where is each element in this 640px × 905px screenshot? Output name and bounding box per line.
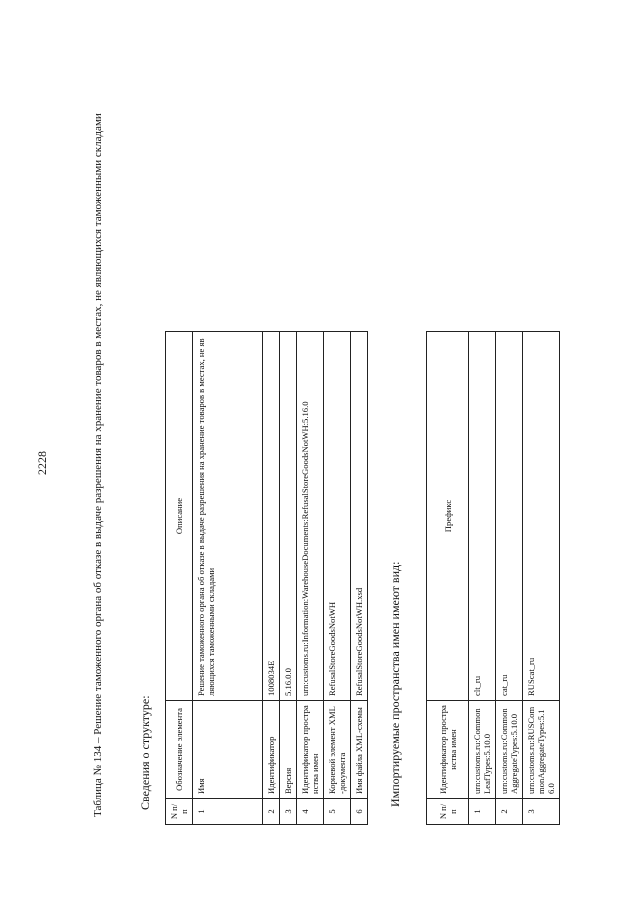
element-description: Решение таможенного органа об отказе в выдаче разрешения на хранение товаров в местах, не являющихся таможенными складами [193, 332, 263, 701]
table-row [280, 332, 297, 825]
structure-heading: Сведения о структуре: [138, 695, 152, 810]
row-number: 2 [496, 799, 523, 825]
table-header-row [166, 332, 193, 825]
namespaces-heading: Импортируемые пространства имен имеют вид: [388, 561, 402, 807]
namespace-id: urn:customs.ru:CommonAggregateTypes:5.10.0 [496, 701, 523, 799]
element-description: 5.16.0.0 [280, 332, 297, 701]
header-cell: N п/п [427, 799, 469, 825]
table-row [469, 332, 496, 825]
element-name: Корневой элемент XML-документа [324, 701, 351, 799]
row-number: 5 [324, 799, 351, 825]
row-number: 4 [297, 799, 324, 825]
row-number: 1 [193, 799, 263, 825]
table-row [496, 332, 523, 825]
table-row [263, 332, 280, 825]
element-name: Версия [280, 701, 297, 799]
row-number: 2 [263, 799, 280, 825]
header-cell: Префикс [427, 332, 469, 701]
row-number: 3 [523, 799, 560, 825]
namespace-prefix: RUScat_ru [523, 332, 560, 701]
table-header-row [427, 332, 469, 825]
table-row [193, 332, 263, 825]
table-title: Таблица № 134 – Решение таможенного органа об отказе в выдаче разрешения на хранение товаров в местах, не являющихся таможенными складами [92, 113, 104, 817]
namespace-id: urn:customs.ru:RUSCommonAggregateTypes:5.16.0 [523, 701, 560, 799]
row-number: 3 [280, 799, 297, 825]
table-row [324, 332, 351, 825]
row-number: 1 [469, 799, 496, 825]
table-row [297, 332, 324, 825]
header-cell: Описание [166, 332, 193, 701]
element-name: Имя файла XML-схемы [351, 701, 368, 799]
header-cell: Идентификатор пространства имен [427, 701, 469, 799]
namespace-prefix: clt_ru [469, 332, 496, 701]
namespace-prefix: cat_ru [496, 332, 523, 701]
header-cell: N п/п [166, 799, 193, 825]
namespaces-table [426, 331, 560, 825]
element-description: 1008034E [263, 332, 280, 701]
element-description: urn:customs.ru:Information:WarehouseDocuments:RefusalStoreGoodsNotWH:5.16.0 [297, 332, 324, 701]
element-name: Имя [193, 701, 263, 799]
table-row [523, 332, 560, 825]
element-description: RefusalStoreGoodsNotWH.xsd [351, 332, 368, 701]
element-name: Идентификатор пространства имен [297, 701, 324, 799]
page-number: 2228 [35, 451, 49, 475]
element-description: RefusalStoreGoodsNotWH [324, 332, 351, 701]
table-row [351, 332, 368, 825]
element-name: Идентификатор [263, 701, 280, 799]
structure-table [165, 331, 368, 825]
row-number: 6 [351, 799, 368, 825]
namespace-id: urn:customs.ru:CommonLeafTypes:5.10.0 [469, 701, 496, 799]
header-cell: Обозначение элемента [166, 701, 193, 799]
